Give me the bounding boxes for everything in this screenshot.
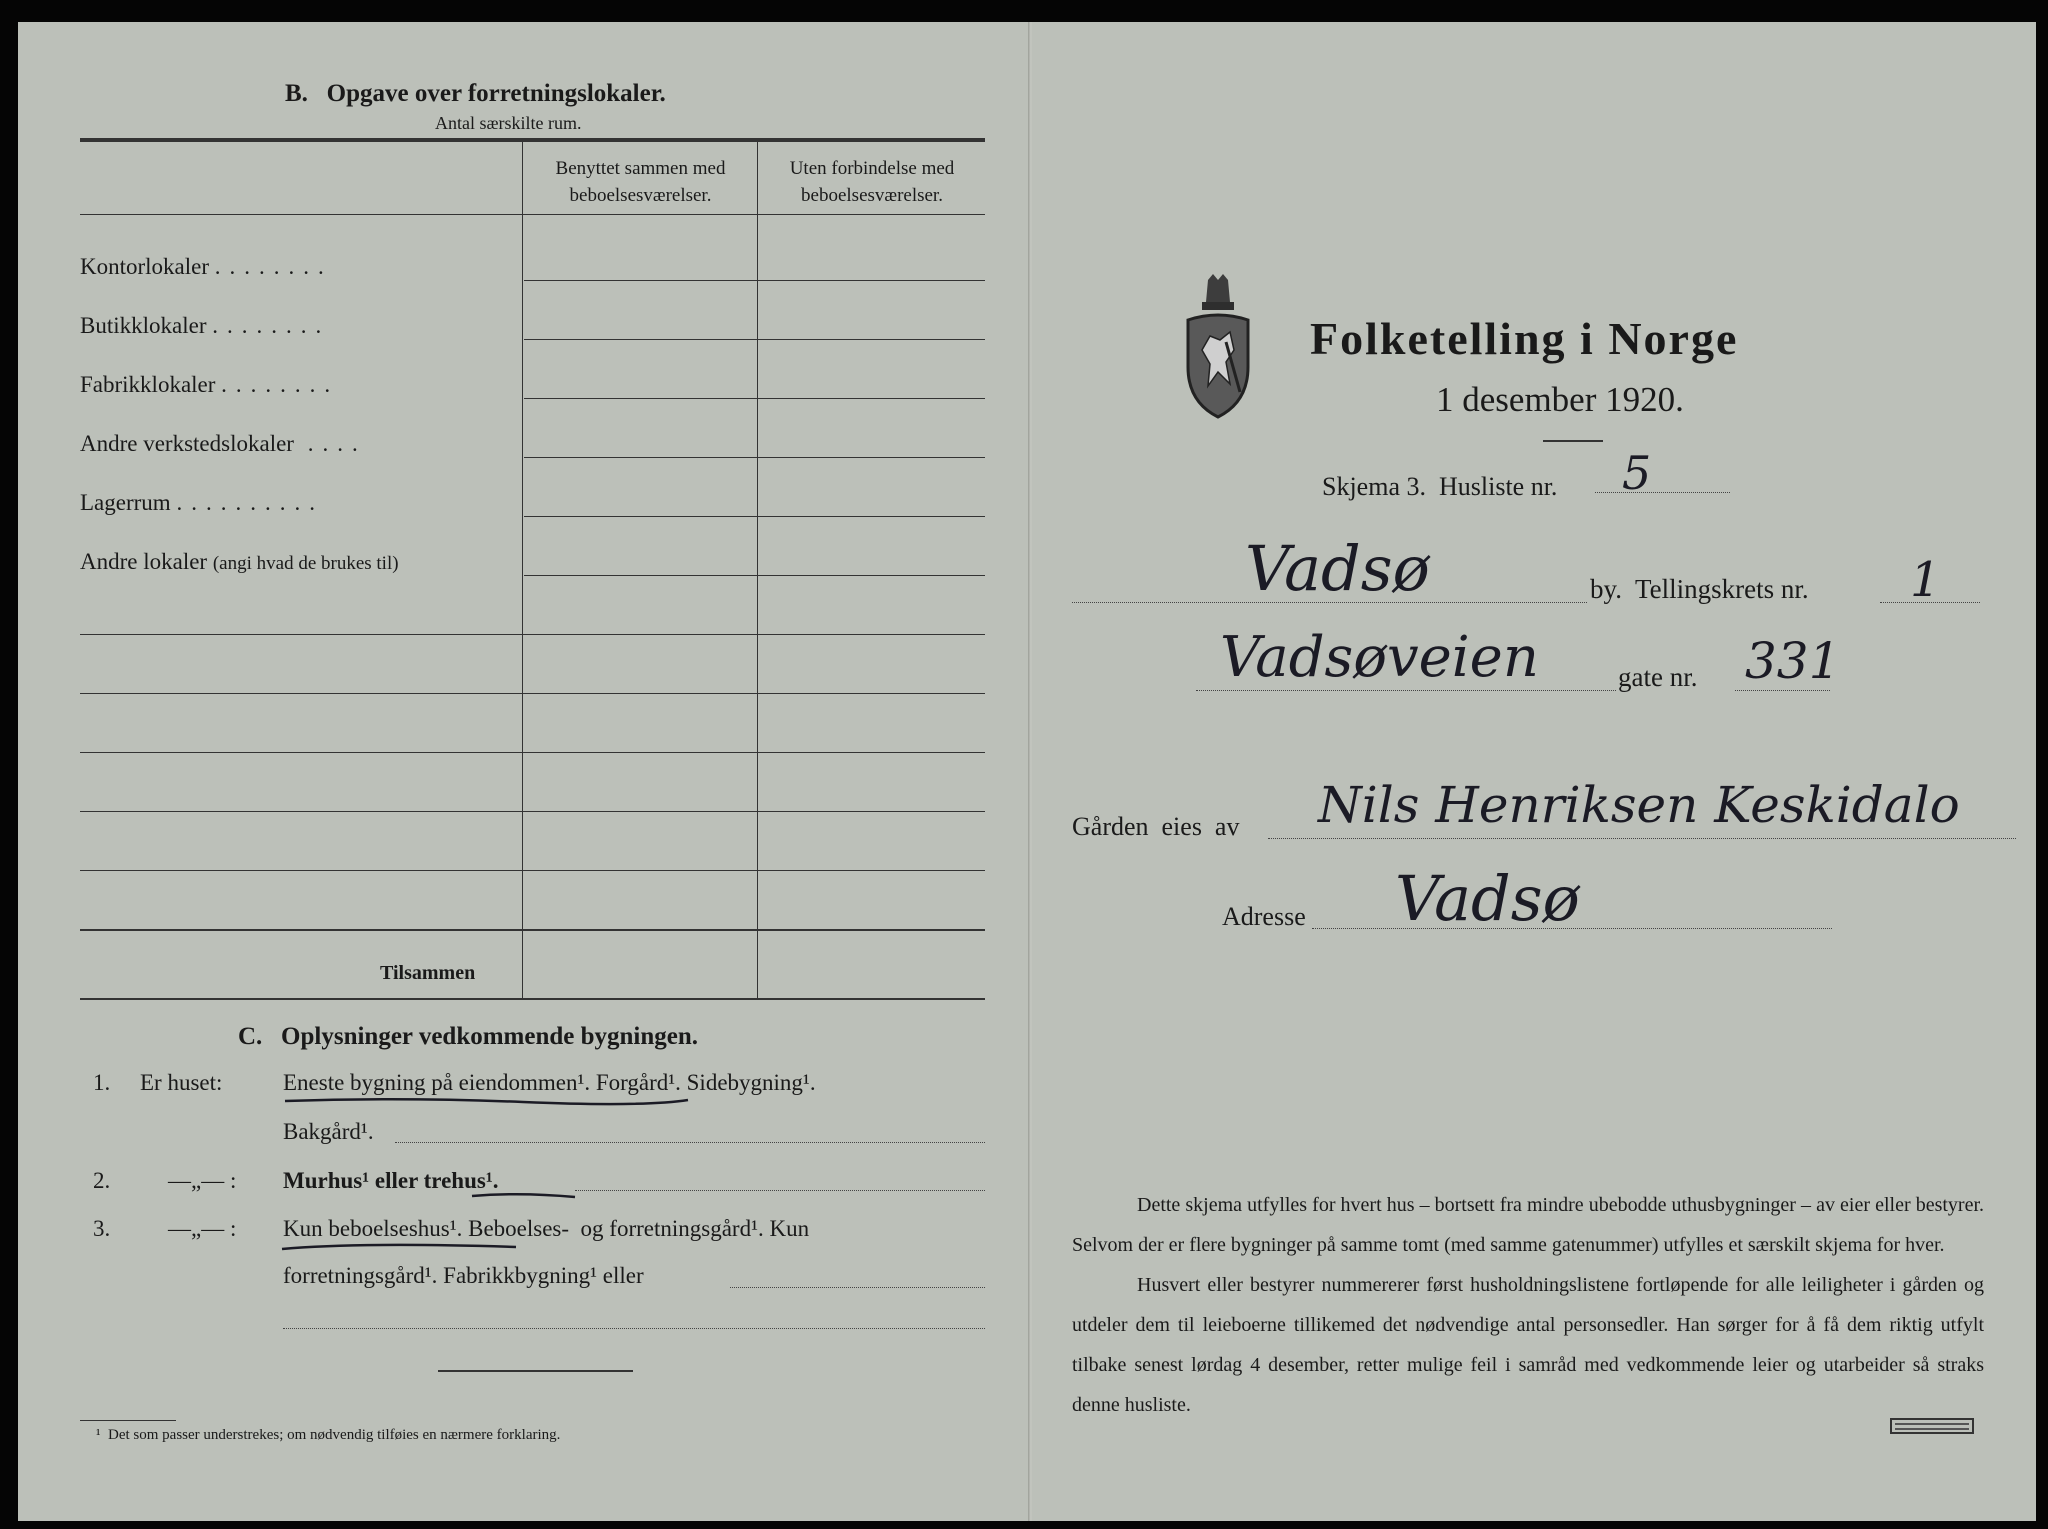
address-line — [1312, 928, 1832, 929]
by-line — [1072, 602, 1587, 603]
q1-handwritten-underline — [283, 1094, 693, 1108]
instructions — [1072, 1185, 1984, 1425]
table-top-rule — [80, 138, 985, 142]
footnote: ¹ Det som passer understrekes; om nødvendig tilføies en nærmere forklaring. — [96, 1427, 561, 1443]
row-rule — [80, 693, 985, 694]
census-date: 1 desember 1920. — [1436, 380, 1684, 419]
row-label-fabrikklokaler — [80, 372, 339, 398]
census-title: Folketelling i Norge — [1310, 313, 1739, 364]
q2-handwritten-underline — [470, 1190, 580, 1202]
address-value[interactable]: Vadsø — [1395, 862, 1580, 935]
q3-text: Kun beboelseshus¹. Beboelses- og forretningsgård¹. Kun — [283, 1216, 810, 1241]
row-rule — [524, 339, 985, 340]
by-label: by. Tellingskrets nr. — [1590, 574, 1809, 604]
q2-answer-line — [575, 1190, 985, 1191]
total-top-rule — [80, 929, 985, 931]
gate-value[interactable]: Vadsøveien — [1220, 625, 1539, 690]
q3-answer-line-2 — [283, 1328, 985, 1329]
col1-header-line2: beboelsesværelser. — [569, 185, 712, 206]
husliste-nr-value[interactable]: 5 — [1622, 446, 1652, 500]
gate-nr-value[interactable]: 331 — [1745, 632, 1841, 690]
col2-header-line2: beboelsesværelser. — [801, 185, 943, 206]
q1-number: 1. — [93, 1070, 111, 1095]
q3-lead: —„— : — [168, 1216, 237, 1241]
row-label-andre-lokaler — [80, 549, 399, 575]
tellingskrets-line — [1880, 602, 1980, 603]
footnote-rule — [80, 1420, 176, 1421]
q1-lead: Er huset: — [140, 1070, 223, 1095]
section-b-subtitle: Antal særskilte rum. — [435, 113, 582, 133]
address-label: Adresse — [1222, 902, 1306, 931]
gate-line — [1196, 690, 1616, 691]
col1-header-line1: Benyttet sammen med — [555, 158, 726, 179]
q1-options-2: Bakgård¹. — [283, 1119, 374, 1144]
row-label-kontorlokaler — [80, 254, 333, 280]
gate-label: gate nr. — [1618, 662, 1698, 692]
row-dots: .......... — [176, 490, 324, 515]
q3-text-2: forretningsgård¹. Fabrikkbygning¹ eller — [283, 1263, 644, 1288]
gate-nr-line — [1735, 690, 1830, 691]
row-dots: ........ — [214, 254, 333, 279]
skjema-label: Skjema 3. Husliste nr. — [1322, 472, 1558, 501]
row-rule — [80, 752, 985, 753]
row-dots: ........ — [221, 372, 340, 397]
row-label-text: Lagerrum — [80, 490, 171, 515]
husliste-nr-line — [1595, 492, 1730, 493]
row-rule — [80, 811, 985, 812]
row-label-lagerrum — [80, 490, 324, 516]
section-b-title: B. Opgave over forretningslokaler. — [285, 80, 666, 107]
row-rule — [524, 516, 985, 517]
row-label-text: Kontorlokaler — [80, 254, 210, 279]
owner-label: Gården eies av — [1072, 812, 1240, 841]
row-rule — [524, 457, 985, 458]
q2-lead: —„— : — [168, 1168, 237, 1193]
q3-number: 3. — [93, 1216, 111, 1241]
row-label-andre-verkstedslokaler — [80, 431, 367, 457]
row-rule — [80, 634, 985, 635]
row-dots: ........ — [212, 313, 331, 338]
q1-options: Eneste bygning på eiendommen¹. Forgård¹. Sidebygning¹. — [283, 1070, 816, 1095]
row-rule — [524, 398, 985, 399]
col2-header — [759, 155, 985, 209]
by-value[interactable]: Vadsø — [1245, 532, 1430, 605]
q1-answer-line — [395, 1142, 985, 1143]
q2-number: 2. — [93, 1168, 111, 1193]
row-label-text: Butikklokaler — [80, 313, 207, 338]
q2-text: Murhus¹ eller trehus¹. — [283, 1168, 499, 1193]
owner-line — [1268, 838, 2016, 839]
row-label-butikklokaler — [80, 313, 330, 339]
row-label-text: Andre verkstedslokaler — [80, 431, 294, 456]
title-separator — [1543, 440, 1603, 442]
col1-header — [524, 155, 757, 209]
table-divider-2 — [757, 140, 758, 1000]
row-dots: .... — [307, 431, 367, 456]
section-c-title: C. Oplysninger vedkommende bygningen. — [238, 1023, 699, 1050]
col2-header-line1: Uten forbindelse med — [789, 158, 955, 179]
tellingskrets-nr-value[interactable]: 1 — [1910, 552, 1941, 608]
row-label-text: Andre lokaler — [80, 549, 208, 574]
total-bottom-rule — [80, 998, 985, 1000]
norway-coat-of-arms-icon — [1180, 272, 1256, 422]
total-label: Tilsammen — [380, 962, 476, 984]
owner-value[interactable]: Nils Henriksen Keskidalo — [1318, 776, 1960, 834]
row-rule — [524, 280, 985, 281]
left-page — [18, 22, 1030, 1521]
row-label-note: (angi hvad de brukes til) — [212, 553, 399, 574]
printer-stamp — [1890, 1418, 1974, 1434]
row-rule — [524, 575, 985, 576]
table-divider-1 — [522, 140, 523, 1000]
q3-handwritten-underline — [280, 1240, 520, 1254]
instructions-paragraph-1: Dette skjema utfylles for hvert hus – bortsett fra mindre ubebodde uthusbygninger – av eier eller bestyrer. Selvom der er flere bygninger på samme tomt (med samme gatenummer) utfylles et særskilt skjema for hver. — [1072, 1194, 1984, 1256]
end-rule — [438, 1370, 633, 1372]
instructions-paragraph-2: Husvert eller bestyrer nummererer først husholdningslistene fortløpende for alle leiligheter i gården og utdeler dem til leieboerne tillikemed det nødvendige antal personsedler. Han sørger for å få dem riktig utfylt tilbake senest lørdag 4 desember, retter mulige feil i samråd med vedkommende leier og utarbeider så straks denne husliste. — [1072, 1274, 1984, 1416]
header-bottom-rule — [80, 214, 985, 215]
q3-answer-line — [730, 1287, 985, 1288]
row-label-text: Fabrikklokaler — [80, 372, 216, 397]
row-rule — [80, 870, 985, 871]
